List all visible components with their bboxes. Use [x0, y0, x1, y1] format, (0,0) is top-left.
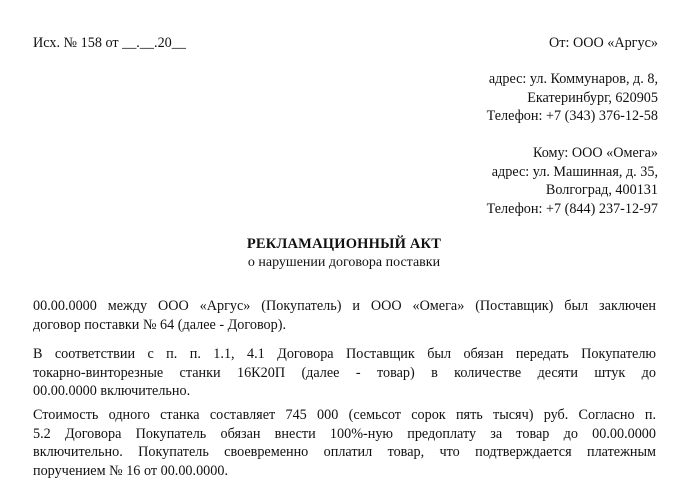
paragraph-obligation [33, 345, 656, 401]
paragraph-line: токарно-винторезные станки 16К20П (далее - товар) в количестве десяти штук до [33, 364, 656, 381]
document-title: РЕКЛАМАЦИОННЫЙ АКТ [246, 236, 442, 252]
sender-phone: Телефон: +7 (343) 376-12-58 [486, 108, 658, 124]
paragraph-contract [33, 297, 656, 334]
from-company: От: ООО «Аргус» [549, 35, 658, 51]
recipient-company: Кому: ООО «Омега» [532, 145, 658, 161]
sender-address-city: Екатеринбург, 620905 [527, 89, 658, 106]
paragraph-line: поручением № 16 от 00.00.0000. [33, 462, 228, 479]
recipient-address-city: Волгоград, 400131 [545, 182, 658, 198]
recipient-address-street: адрес: ул. Машинная, д. 35, [491, 163, 658, 180]
paragraph-line: 00.00.0000 включительно. [33, 383, 191, 400]
recipient-phone: Телефон: +7 (844) 237-12-97 [486, 200, 658, 217]
outgoing-ref-number: Исх. № 158 от __.__.20__ [33, 35, 186, 51]
paragraph-line: включительно. Покупатель своевременно оплатил товар, что подтверждается платежным [33, 444, 656, 461]
paragraph-payment [33, 406, 656, 480]
paragraph-line: договор поставки № 64 (далее - Договор). [33, 316, 287, 333]
paragraph-line: В соответствии с п. п. 1.1, 4.1 Договора Поставщик был обязан передать Покупателю [33, 346, 656, 362]
paragraph-line: 00.00.0000 между ООО «Аргус» (Покупатель) и ООО «Омега» (Поставщик) был заключен [33, 298, 656, 314]
paragraph-line: 5.2 Договора Покупатель обязан внести 100%-ную предоплату за товар до 00.00.0000 [33, 425, 656, 442]
recipient-block [487, 144, 658, 218]
sender-address-block [487, 70, 658, 126]
paragraph-line: Стоимость одного станка составляет 745 000 (семьсот сорок пять тысяч) руб. Согласно п. [33, 407, 656, 423]
sender-address-street: адрес: ул. Коммунаров, д. 8, [488, 71, 658, 87]
document-subtitle: о нарушении договора поставки [247, 255, 441, 270]
